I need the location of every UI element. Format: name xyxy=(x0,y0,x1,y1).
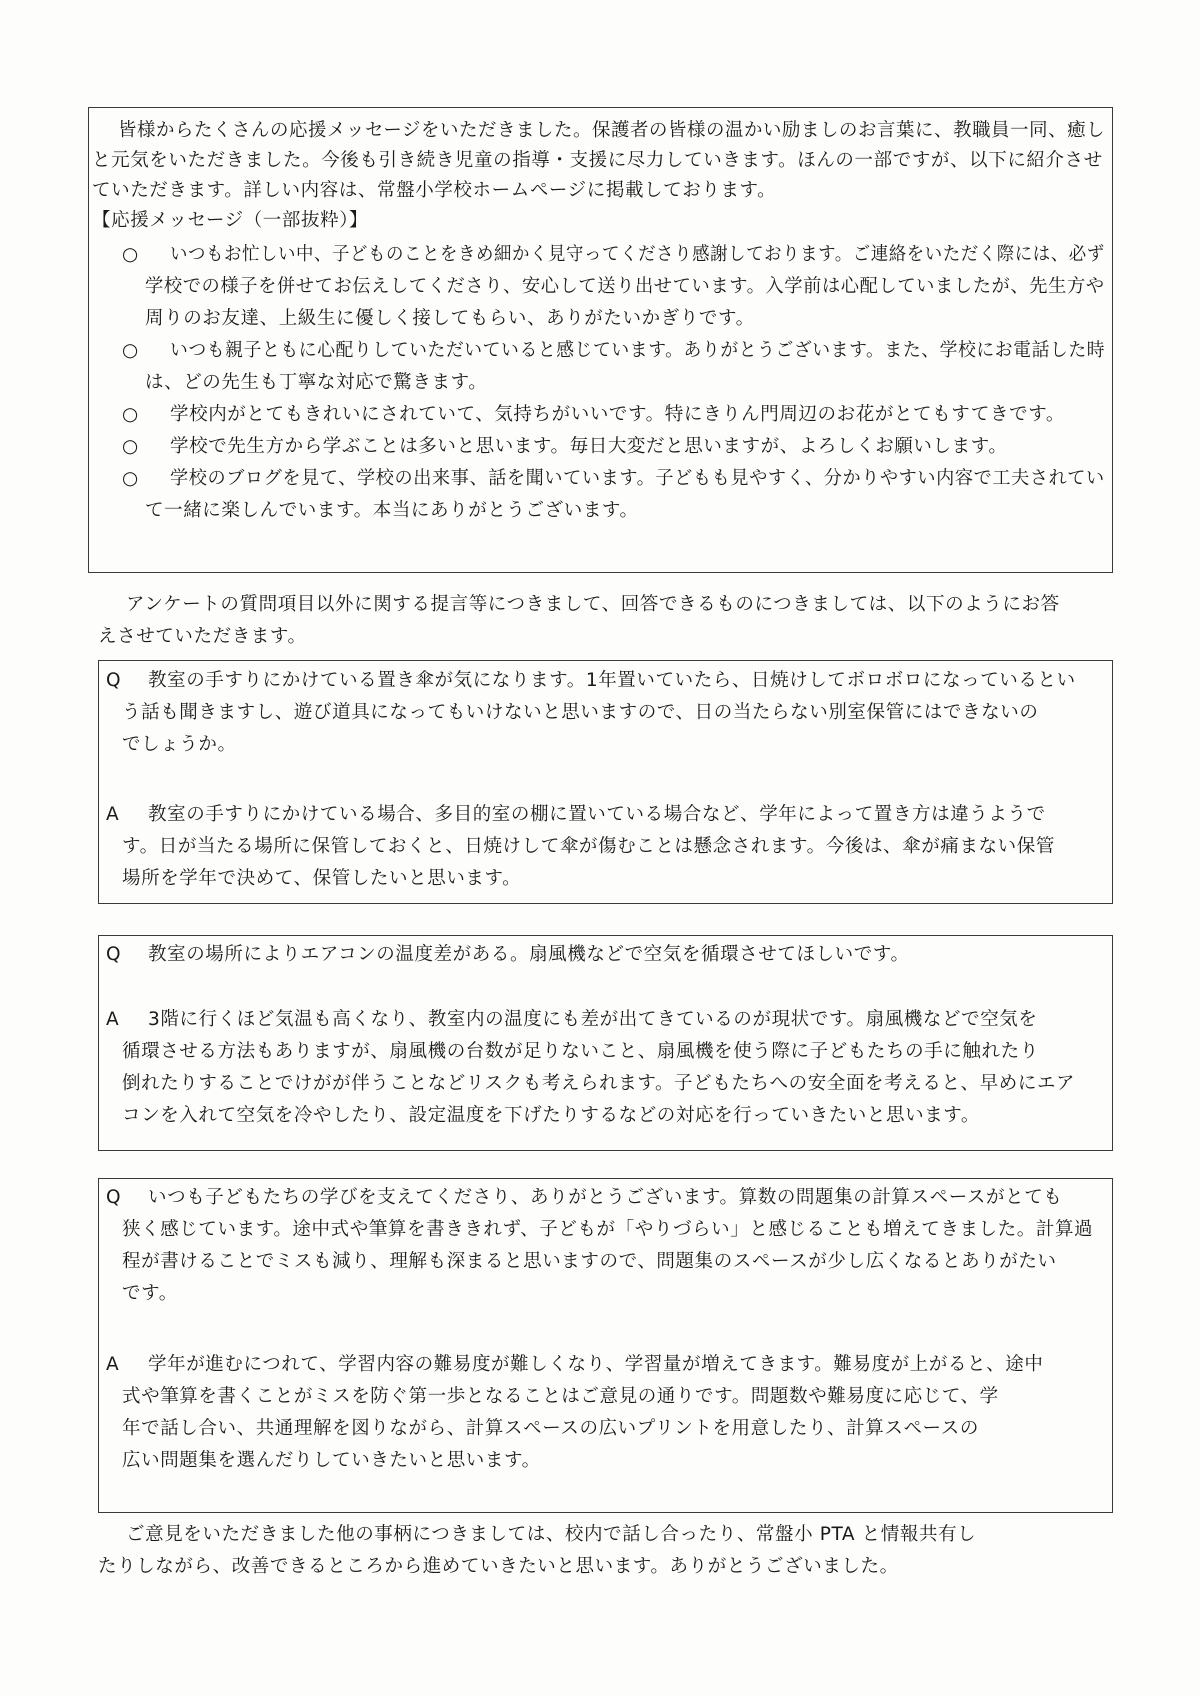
question-line: 狭く感じています。途中式や筆算を書ききれず、子どもが「やりづらい」と感じることも増えてきました。計算過 xyxy=(122,1219,1094,1240)
answer-mark-label: A xyxy=(106,1009,120,1030)
messages-intro-line: 皆様からたくさんの応援メッセージをいただきました。保護者の皆様の温かい励ましのお言葉に、教職員一同、癒し xyxy=(118,120,1106,141)
closing-paragraph-line: たりしながら、改善できるところから進めていきたいと思います。ありがとうございました。 xyxy=(98,1556,899,1577)
message-item-line: いつも親子ともに心配りしていただいていると感じています。ありがとうございます。また、学校にお電話した時 xyxy=(170,340,1106,361)
question-line: う話も聞きますし、遊び道具になってもいけないと思いますので、日の当たらない別室保管にはできないの xyxy=(122,702,1039,723)
question-line: 教室の手すりにかけている置き傘が気になります。1年置いていたら、日焼けしてボロボロになっているとい xyxy=(148,670,1076,691)
answer-line: 循環させる方法もありますが、扇風機の台数が足りないこと、扇風機を使う際に子どもたちの手に触れたり xyxy=(122,1041,1039,1062)
question-line: 教室の場所によりエアコンの温度差がある。扇風機などで空気を循環させてほしいです。 xyxy=(148,944,910,965)
bullet-icon: ○ xyxy=(122,468,139,489)
question-mark-label: Q xyxy=(106,670,122,691)
question-line: いつも子どもたちの学びを支えてくださり、ありがとうございます。算数の問題集の計算スペースがとても xyxy=(148,1187,1063,1208)
question-line: でしょうか。 xyxy=(122,734,237,755)
message-item-line: 学校内がとてもきれいにされていて、気持ちがいいです。特にきりん門周辺のお花がとてもすてきです。 xyxy=(170,404,1065,425)
message-item-line: 周りのお友達、上級生に優しく接してもらい、ありがたいかぎりです。 xyxy=(145,308,755,329)
message-item-line: いつもお忙しい中、子どものことをきめ細かく見守ってくださり感謝しております。ご連絡をいただく際には、必ず xyxy=(170,244,1105,265)
answer-mark-label: A xyxy=(106,804,120,825)
intro-paragraph-line: アンケートの質問項目以外に関する提言等につきまして、回答できるものにつきましては、以下のようにお答 xyxy=(126,594,1060,615)
message-item-line: 学校で先生方から学ぶことは多いと思います。毎日大変だと思いますが、よろしくお願いします。 xyxy=(170,436,1008,457)
answer-line: 場所を学年で決めて、保管したいと思います。 xyxy=(122,868,522,889)
answer-line: 広い問題集を選んだりしていきたいと思います。 xyxy=(122,1450,541,1471)
bullet-icon: ○ xyxy=(122,340,139,361)
message-item-line: は、どの先生も丁寧な対応で驚きます。 xyxy=(145,372,488,393)
question-line: 程が書けることでミスも減り、理解も深まると思いますので、問題集のスペースが少し広くなるとありがたい xyxy=(122,1251,1057,1272)
closing-paragraph-line: ご意見をいただきました他の事柄につきましては、校内で話し合ったり、常盤小 PTA と情報共有し xyxy=(126,1524,977,1545)
question-mark-label: Q xyxy=(106,944,122,965)
message-item-line: 学校での様子を併せてお伝えしてくださり、安心して送り出せています。入学前は心配していましたが、先生方や xyxy=(145,276,1105,297)
answer-line: 3階に行くほど気温も高くなり、教室内の温度にも差が出てきているのが現状です。扇風機などで空気を xyxy=(148,1009,1038,1030)
answer-line: 式や筆算を書くことがミスを防ぐ第一歩となることはご意見の通りです。問題数や難易度に応じて、学 xyxy=(122,1386,999,1407)
intro-paragraph-line: えさせていただきます。 xyxy=(98,626,307,647)
messages-heading: 【応援メッセージ（一部抜粋）】 xyxy=(92,210,369,231)
message-item-line: 学校のブログを見て、学校の出来事、話を聞いています。子どもも見やすく、分かりやすい内容で工夫されてい xyxy=(170,468,1105,489)
answer-line: す。日が当たる場所に保管しておくと、日焼けして傘が傷むことは懸念されます。今後は、傘が痛まない保管 xyxy=(122,836,1055,857)
answer-line: 学年が進むにつれて、学習内容の難易度が難しくなり、学習量が増えてきます。難易度が上がると、途中 xyxy=(148,1354,1044,1375)
question-mark-label: Q xyxy=(106,1187,122,1208)
message-item-line: て一緒に楽しんでいます。本当にありがとうございます。 xyxy=(145,500,639,521)
answer-mark-label: A xyxy=(106,1354,120,1375)
bullet-icon: ○ xyxy=(122,244,139,265)
messages-intro-line: と元気をいただきました。今後も引き続き児童の指導・支援に尽力していきます。ほんの一部ですが、以下に紹介させ xyxy=(92,150,1103,171)
messages-intro-line: ていただきます。詳しい内容は、常盤小学校ホームページに掲載しております。 xyxy=(92,180,777,201)
answer-line: コンを入れて空気を冷やしたり、設定温度を下げたりするなどの対応を行っていきたいと思います。 xyxy=(122,1105,981,1126)
question-line: です。 xyxy=(122,1283,178,1304)
bullet-icon: ○ xyxy=(122,404,139,425)
answer-line: 倒れたりすることでけがが伴うことなどリスクも考えられます。子どもたちへの安全面を考えると、早めにエア xyxy=(122,1073,1076,1094)
bullet-icon: ○ xyxy=(122,436,139,457)
answer-line: 年で話し合い、共通理解を図りながら、計算スペースの広いプリントを用意したり、計算スペースの xyxy=(122,1418,979,1439)
answer-line: 教室の手すりにかけている場合、多目的室の棚に置いている場合など、学年によって置き方は違うようで xyxy=(148,804,1046,825)
